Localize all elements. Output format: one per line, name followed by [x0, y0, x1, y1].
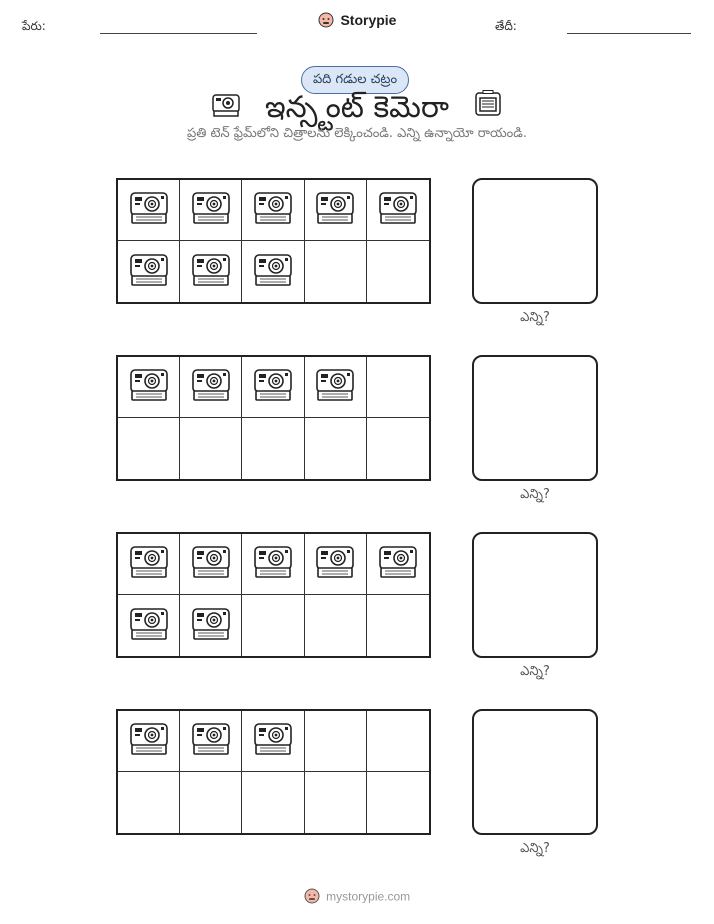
footer-site[interactable]: mystorypie.com [326, 889, 411, 904]
answer-box-3[interactable] [472, 532, 598, 658]
ten-frame-cell [118, 772, 180, 833]
instant-camera-icon [252, 189, 294, 231]
instant-camera-icon [211, 89, 241, 129]
title-row [0, 88, 714, 129]
ten-frame-cell [305, 534, 367, 595]
ten-frame-cell [180, 357, 242, 418]
ten-frame-cell [180, 418, 242, 479]
ten-frame-cell [118, 711, 180, 772]
ten-frame-4 [116, 709, 431, 835]
ten-frame-cell [180, 241, 242, 302]
ten-frame-cell [180, 711, 242, 772]
instant-camera-icon [314, 189, 356, 231]
ten-frame-cell [242, 357, 304, 418]
name-label: పేరు: [22, 19, 46, 33]
ten-frame-cell [118, 180, 180, 241]
ten-frame-2 [116, 355, 431, 481]
instant-camera-icon [252, 366, 294, 408]
instant-camera-icon [190, 543, 232, 585]
answer-box-4[interactable] [472, 709, 598, 835]
film-camera-icon [473, 89, 503, 129]
instant-camera-icon [128, 189, 170, 231]
ten-frame-cell [305, 595, 367, 656]
ten-frame-cell [305, 241, 367, 302]
storypie-logo-icon [318, 12, 334, 31]
instant-camera-icon [128, 366, 170, 408]
instant-camera-icon [190, 366, 232, 408]
ten-frame-cell [305, 772, 367, 833]
instant-camera-icon [190, 251, 232, 293]
brand-name: Storypie [340, 12, 397, 29]
instant-camera-icon [377, 543, 419, 585]
ten-frame-cell [242, 595, 304, 656]
instant-camera-icon [377, 189, 419, 231]
date-label: తేదీ: [495, 19, 517, 33]
ten-frame-cell [305, 711, 367, 772]
instant-camera-icon [128, 251, 170, 293]
how-many-prompt-4: ఎన్ని? [520, 841, 550, 856]
ten-frame-cell [180, 534, 242, 595]
instant-camera-icon [128, 543, 170, 585]
how-many-prompt-3: ఎన్ని? [520, 664, 550, 679]
ten-frame-cell [367, 711, 429, 772]
ten-frame-cell [242, 711, 304, 772]
answer-box-2[interactable] [472, 355, 598, 481]
ten-frame-cell [367, 534, 429, 595]
name-line[interactable] [100, 33, 257, 34]
ten-frame-cell [242, 241, 304, 302]
ten-frame-cell [242, 772, 304, 833]
ten-frame-cell [242, 534, 304, 595]
instant-camera-icon [128, 720, 170, 762]
ten-frame-cell [367, 772, 429, 833]
ten-frame-cell [118, 241, 180, 302]
instant-camera-icon [252, 720, 294, 762]
footer [0, 888, 714, 907]
brand-header [0, 12, 714, 31]
instant-camera-icon [252, 251, 294, 293]
ten-frame-cell [367, 595, 429, 656]
ten-frame-3 [116, 532, 431, 658]
instant-camera-icon [190, 189, 232, 231]
answer-box-1[interactable] [472, 178, 598, 304]
ten-frame-cell [367, 180, 429, 241]
ten-frame-cell [305, 357, 367, 418]
ten-frame-cell [367, 418, 429, 479]
instant-camera-icon [314, 366, 356, 408]
ten-frame-cell [118, 357, 180, 418]
ten-frame-cell [367, 357, 429, 418]
worksheet-title: ఇన్స్టంట్ కెమెరా [265, 90, 449, 125]
ten-frame-cell [118, 595, 180, 656]
instant-camera-icon [190, 605, 232, 647]
ten-frame-cell [118, 534, 180, 595]
instructions: ప్రతి టెన్ ఫ్రేమ్‌లోని చిత్రాలను లెక్కించండి. ఎన్ని ఉన్నాయో రాయండి. [186, 126, 528, 141]
ten-frame-cell [118, 418, 180, 479]
ten-frame-cell [305, 418, 367, 479]
instant-camera-icon [314, 543, 356, 585]
ten-frame-1 [116, 178, 431, 304]
ten-frame-cell [180, 595, 242, 656]
instant-camera-icon [128, 605, 170, 647]
ten-frame-badge: పది గడుల చట్రం [301, 66, 409, 94]
ten-frame-cell [180, 772, 242, 833]
ten-frame-cell [242, 418, 304, 479]
ten-frame-cell [305, 180, 367, 241]
ten-frame-cell [180, 180, 242, 241]
instant-camera-icon [190, 720, 232, 762]
ten-frame-cell [242, 180, 304, 241]
how-many-prompt-1: ఎన్ని? [520, 310, 550, 325]
date-line[interactable] [567, 33, 691, 34]
how-many-prompt-2: ఎన్ని? [520, 487, 550, 502]
instant-camera-icon [252, 543, 294, 585]
storypie-footer-logo-icon [304, 888, 320, 907]
ten-frame-cell [367, 241, 429, 302]
